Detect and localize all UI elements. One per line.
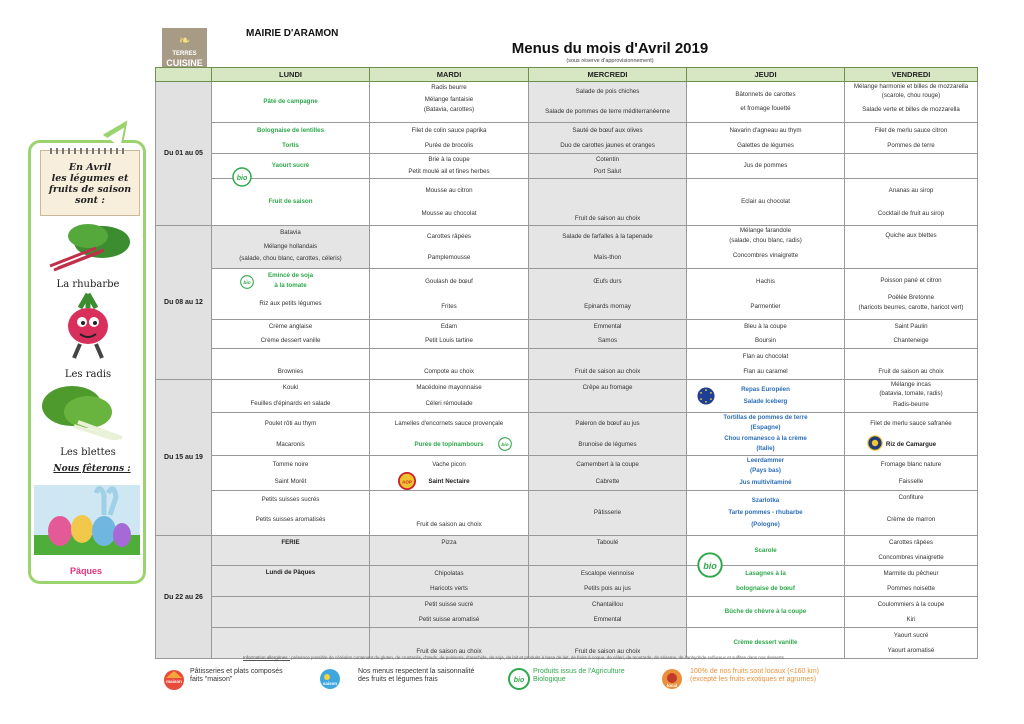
menu-item: Bleu à la coupe	[744, 323, 787, 330]
svg-text:bio: bio	[243, 281, 251, 287]
menu-item: bolognaise de bœuf	[736, 585, 795, 592]
legend-local	[690, 668, 819, 684]
menu-item: Cotentin	[595, 156, 620, 163]
menu-item: Salade Iceberg	[743, 398, 788, 405]
menu-item: Emincé de soja	[267, 272, 314, 279]
aop-label-icon	[398, 472, 416, 490]
menu-cell	[212, 269, 370, 320]
menu-cell	[687, 123, 845, 154]
menu-item: Pommes de terre	[887, 142, 935, 149]
page-subtitle: (sous réserve d'approvisionnement)	[566, 58, 654, 64]
menu-cell	[845, 628, 978, 659]
menu-item: Petit suisse sucré	[424, 601, 474, 608]
menu-item: Petits suisses aromatisés	[255, 516, 326, 523]
svg-text:bio: bio	[501, 443, 509, 449]
calendar-line-2: les légumes et	[51, 173, 129, 184]
veg-label-radis: Les radis	[64, 369, 112, 380]
menu-item: Tomme noire	[272, 461, 309, 468]
menu-item: Navarin d'agneau au thym	[729, 127, 802, 134]
bio-leaf-icon	[697, 552, 723, 578]
menu-cell	[370, 536, 529, 566]
svg-text:maison: maison	[166, 679, 182, 684]
menu-item: Tarte pommes - rhubarbe	[728, 509, 803, 516]
menu-item: Poisson pané et citron	[880, 277, 942, 284]
menu-item: Repas Européen	[741, 386, 790, 393]
menu-item: Compote au choix	[424, 368, 474, 375]
menu-cell	[529, 82, 687, 123]
menu-item: Petits pois au jus	[584, 585, 631, 592]
menu-cell	[529, 154, 687, 179]
menu-item: Brie à la coupe	[428, 156, 470, 163]
menu-cell	[845, 226, 978, 269]
menu-cell	[529, 456, 687, 491]
menu-cell	[212, 597, 370, 628]
menu-item: Samos	[597, 337, 618, 344]
easter-eggs-icon	[34, 485, 140, 555]
igp-label-icon	[867, 435, 883, 451]
bird-icon: ❧	[178, 32, 191, 48]
svg-text:bio: bio	[236, 175, 248, 182]
menu-item: Fruit de saison au choix	[416, 521, 482, 528]
calendar-text	[44, 162, 136, 206]
menu-cell	[529, 123, 687, 154]
menu-cell	[687, 226, 845, 269]
legend-text: Nos menus respectent la saisonnalité	[358, 668, 475, 675]
week-label: Du 22 au 26	[156, 536, 212, 659]
menu-item: Marmite du pêcheur	[883, 570, 939, 577]
allergen-info	[243, 655, 785, 660]
menu-item: Concombres vinaigrette	[732, 252, 799, 259]
menu-item: Petit suisse aromatisé	[418, 616, 480, 623]
rhubarb-icon	[44, 222, 132, 272]
menu-cell	[212, 349, 370, 380]
menu-item: Filet de merlu sauce safranée	[870, 420, 952, 427]
feterons-label: Nous fêterons :	[53, 464, 131, 474]
menu-item: Mélange hollandais	[263, 243, 318, 250]
menu-item: Eclair au chocolat	[741, 198, 790, 205]
menu-item: Port Salut	[593, 168, 622, 175]
menu-cell	[845, 179, 978, 226]
menu-item: Tortillas de pommes de terre	[723, 414, 808, 421]
calendar-line-4: sont :	[75, 195, 105, 206]
menu-item: Scarole	[754, 547, 777, 554]
menu-item: Jus de pommes	[743, 162, 788, 169]
menu-item: Filet de merlu sauce citron	[874, 127, 948, 134]
veg-label-rhubarbe: La rhubarbe	[56, 279, 120, 290]
menu-item: Haricots verts	[430, 585, 468, 592]
allergen-info-label: Information allergènes :	[243, 655, 291, 660]
week-label: Du 15 au 19	[156, 380, 212, 536]
chard-icon	[38, 382, 126, 440]
menu-item: Filet de colin sauce paprika	[411, 127, 487, 134]
menu-item: Petits suisses sucrés	[261, 496, 320, 503]
menu-item: Epinards mornay	[584, 303, 631, 310]
menu-item: Pizza	[441, 539, 457, 546]
legend-text: 100% de nos fruits sont locaux (<160 km)	[690, 668, 819, 675]
menu-item: Fruit de saison au choix	[574, 215, 641, 222]
maison-icon	[163, 668, 185, 690]
menu-item: Saint Paulin	[894, 323, 928, 330]
menu-cell	[212, 82, 370, 123]
veg-label-blettes: Les blettes	[60, 447, 116, 458]
menu-cell	[687, 269, 845, 320]
menu-item: Fruit de saison au choix	[574, 368, 641, 375]
menu-cell	[529, 320, 687, 349]
menu-cell	[370, 456, 529, 491]
menu-cell	[845, 123, 978, 154]
menu-cell	[370, 566, 529, 597]
menu-cell	[212, 566, 370, 597]
menu-item: Tortis	[282, 142, 299, 149]
menu-item: Parmentier	[750, 303, 781, 310]
menu-item: (Batavia, carottes)	[423, 105, 475, 113]
menu-cell	[529, 597, 687, 628]
menu-cell	[529, 179, 687, 226]
menu-cell	[529, 566, 687, 597]
menu-cell	[687, 560, 845, 597]
svg-text:local: local	[666, 683, 678, 688]
menu-item: Escalope viennoise	[580, 570, 635, 577]
menu-item: Cabrette	[595, 478, 620, 485]
menu-item: Lasagnes à la	[745, 570, 786, 577]
menu-cell	[370, 82, 529, 123]
menu-item: Jus multivitaminé	[739, 479, 792, 486]
menu-cell	[529, 349, 687, 380]
menu-item: Fruit de saison	[268, 198, 313, 205]
svg-text:saison: saison	[322, 681, 338, 686]
menu-item: Salade de pois chiches	[575, 88, 640, 95]
eu-flag-icon	[697, 387, 715, 405]
menu-item: (Pologne)	[751, 521, 780, 528]
menu-item: (Espagne)	[750, 424, 781, 431]
svg-text:bio: bio	[703, 560, 717, 571]
menu-item: Feuilles d'épinards en salade	[250, 400, 331, 407]
menu-item: Maïs-thon	[593, 254, 622, 261]
menu-cell	[687, 491, 845, 536]
menu-cell	[687, 179, 845, 226]
menu-cell	[687, 320, 845, 349]
menu-cell	[845, 349, 978, 380]
menu-item: Céleri rémoulade	[425, 400, 473, 407]
svg-text:AOP: AOP	[402, 479, 412, 485]
menu-item: Kouki	[282, 384, 299, 391]
menu-item: Crème dessert vanille	[260, 337, 321, 344]
menu-item: Chantaillou	[592, 601, 623, 608]
menu-item: Edam	[440, 323, 458, 330]
menu-item: Flan au caramel	[743, 368, 788, 375]
menu-cell	[370, 349, 529, 380]
menu-item: Petit Louis tartine	[425, 337, 473, 344]
menu-cell	[370, 380, 529, 413]
bio-leaf-icon	[240, 275, 254, 289]
week-label: Du 08 au 12	[156, 226, 212, 380]
menu-cell	[529, 536, 687, 566]
menu-item: Mousse au chocolat	[421, 210, 477, 217]
logo-text-bottom: CUISINE	[166, 58, 203, 68]
menu-item: Camembert à la coupe	[576, 461, 639, 468]
legend-bio	[533, 668, 625, 684]
menu-cell	[529, 226, 687, 269]
menu-item: Hachis	[756, 278, 775, 285]
menu-cell	[370, 226, 529, 269]
menu-item: Batavia	[280, 229, 301, 236]
menu-cell	[529, 380, 687, 413]
menu-item: (salade, chou blanc, carottes, céleris)	[239, 255, 342, 262]
menu-item: Brunoise de légumes	[578, 441, 637, 448]
menu-item: Purée de brocolis	[424, 142, 474, 149]
menu-cell	[845, 456, 978, 491]
legend-text: faits "maison"	[190, 676, 233, 683]
menu-item: Mélange harmonie et billes de mozzarella	[853, 83, 969, 90]
svg-text:bio: bio	[513, 677, 525, 684]
menu-cell	[529, 491, 687, 536]
menu-item: Quiche aux blettes	[885, 232, 937, 239]
menu-item: Crème dessert vanille	[733, 639, 798, 646]
menu-cell	[212, 456, 370, 491]
legend-saison	[358, 668, 474, 684]
menu-item: Fruit de saison au choix	[416, 648, 482, 655]
menu-item: Mélange fantaisie	[424, 95, 474, 103]
menu-cell	[212, 175, 370, 226]
menu-item: Pamplemousse	[427, 254, 471, 261]
menu-cell	[845, 491, 978, 536]
menu-item: Saint Morêt	[274, 478, 307, 485]
menu-cell	[687, 413, 845, 456]
menu-item: Flan au chocolat	[742, 353, 789, 360]
menu-cell	[212, 413, 370, 456]
menu-cell	[370, 628, 529, 659]
legend-text: (excepté les fruits exotiques et agrumes)	[690, 676, 817, 683]
menu-item: Lamelles d'encornets sauce provençale	[394, 420, 504, 427]
day-header-lundi: LUNDI	[212, 68, 370, 82]
menu-item: Riz de Camargue	[885, 441, 937, 448]
menu-item: Poulet rôti au thym	[264, 420, 317, 427]
menu-cell	[370, 491, 529, 536]
menu-cell	[845, 82, 978, 123]
day-header-mardi: MARDI	[370, 68, 529, 82]
menu-cell	[370, 269, 529, 320]
mairie-label: MAIRIE D'ARAMON	[246, 28, 339, 39]
menu-item: (haricots beurres, carotte, haricot vert)	[858, 304, 964, 311]
menu-item: Poêlée Bretonne	[887, 294, 935, 301]
menu-cell	[687, 380, 845, 413]
menu-item: Vache picon	[432, 461, 466, 468]
menu-cell	[212, 380, 370, 413]
menu-item: Frites	[441, 303, 457, 310]
bio-icon	[508, 668, 530, 690]
day-header-jeudi: JEUDI	[687, 68, 845, 82]
menu-item: Pâtisserie	[593, 509, 622, 516]
legend-text: Pâtisseries et plats composés	[190, 668, 283, 675]
logo-text-top: TERRES	[172, 51, 197, 57]
menu-item: Macédoine mayonnaise	[416, 384, 482, 391]
menu-item: Carottes râpées	[888, 539, 934, 546]
menu-item: Cocktail de fruit au sirop	[877, 210, 945, 217]
menu-cell	[687, 82, 845, 123]
menu-cell	[845, 413, 978, 456]
menu-item: Boursin	[755, 337, 776, 344]
page-title: Menus du mois d'Avril 2019	[511, 40, 709, 57]
menu-item: Duo de carottes jaunes et oranges	[560, 142, 655, 149]
menu-item: Fromage blanc nature	[880, 461, 942, 468]
menu-item: Kiri	[906, 616, 916, 623]
menu-item: Pommes noisette	[887, 585, 935, 592]
menu-cell	[529, 628, 687, 659]
menu-cell	[687, 349, 845, 380]
menu-item: Paleron de bœuf au jus	[575, 420, 640, 427]
paques-label: Pâques	[69, 566, 102, 576]
menu-item: Ananas au sirop	[888, 187, 934, 194]
menu-cell	[845, 597, 978, 628]
legend-text: des fruits et légumes frais	[358, 676, 438, 683]
menu-item: Galettes de légumes	[737, 142, 794, 149]
radish-icon	[58, 290, 118, 362]
menu-item: Yaourt aromatisé	[887, 647, 935, 654]
menu-item: Faisselle	[898, 478, 924, 485]
menu-cell	[370, 123, 529, 154]
menu-item: (Pays bas)	[750, 467, 781, 474]
menu-item: Mélange incas	[891, 381, 931, 388]
menu-item: Mélange farandole	[739, 227, 792, 234]
menu-item: Crème anglaise	[268, 323, 313, 330]
menu-cell	[687, 597, 845, 628]
menu-cell	[845, 536, 978, 566]
menu-cell	[687, 628, 845, 659]
menu-item: Bûche de chèvre à la coupe	[724, 608, 807, 615]
menu-item: FERIE	[281, 539, 300, 546]
menu-cell	[529, 269, 687, 320]
menu-item: et fromage fouetté	[740, 105, 791, 112]
menu-item: Leerdammer	[746, 457, 785, 464]
menu-item: Fruit de saison au choix	[574, 648, 641, 655]
day-header-vendredi: VENDREDI	[845, 68, 978, 82]
menu-cell	[845, 154, 978, 179]
menu-item: (scarole, chou rouge)	[881, 92, 941, 99]
menu-item: Concombres vinaigrette	[878, 554, 944, 561]
legend-maison	[190, 668, 283, 684]
saison-icon	[319, 668, 341, 690]
menu-cell	[370, 320, 529, 349]
menu-cell	[845, 269, 978, 320]
menu-table	[155, 67, 978, 659]
local-icon	[661, 668, 683, 690]
menu-cell	[845, 566, 978, 597]
menu-item: Œufs durs	[593, 278, 622, 285]
menu-item: Taboulé	[596, 539, 619, 546]
calendar-line-3: fruits de saison	[48, 184, 132, 195]
menu-item: Yaourt sucré	[893, 632, 929, 639]
menu-item: Emmental	[593, 323, 622, 330]
menu-cell	[370, 154, 529, 179]
menu-item: Crème de marron	[886, 516, 936, 523]
menu-cell	[212, 536, 370, 566]
menu-item: Coulommiers à la coupe	[877, 601, 945, 608]
menu-cell	[845, 380, 978, 413]
menu-item: Szarlotka	[751, 497, 780, 504]
menu-item: Yaourt sucré	[271, 162, 310, 169]
menu-item: Macaronis	[276, 441, 305, 448]
menu-cell	[212, 628, 370, 659]
menu-cell	[370, 179, 529, 226]
menu-item: Bolognaise de lentilles	[256, 127, 325, 134]
menu-item: (Italie)	[756, 445, 775, 452]
menu-item: Mousse au citron	[425, 187, 473, 194]
menu-cell	[687, 154, 845, 179]
menu-item: Chou romanesco à la crème	[724, 435, 807, 442]
menu-item: Saint Nectaire	[428, 478, 470, 485]
menu-item: Lundi de Pâques	[265, 569, 316, 576]
menu-cell	[212, 320, 370, 349]
menu-item: Pâté de campagne	[263, 98, 318, 105]
menu-item: Chanteneige	[893, 337, 929, 344]
legend-text: Produits issus de l'Agriculture	[533, 668, 625, 675]
corner-cell	[156, 68, 212, 82]
menu-item: Salade verte et billes de mozzarella	[862, 106, 960, 113]
menu-item: Carottes râpées	[426, 233, 472, 240]
legend-text: Biologique	[533, 676, 566, 683]
allergen-info-text: présence possible de céréales contenant du gluten, de crustacés, d'œufs, de poissons, d'arachide, de soja, de lait et produits à base de lait, de fruits à coque, de céleri, de moutarde, de sésame, de l'anhydride sulfureux et sulfites dans nos desserts.	[290, 655, 786, 660]
menu-item: (batavia, tomate, radis)	[879, 390, 943, 397]
menu-item: Salade de farfalles à la tapenade	[562, 233, 653, 240]
week-label: Du 01 au 05	[156, 82, 212, 226]
menu-cell	[212, 226, 370, 269]
menu-item: Salade de pommes de terre méditerranéenne	[545, 108, 670, 115]
menu-item: Radis beurre	[431, 84, 467, 91]
menu-item: Bâtonnets de carottes	[735, 91, 796, 98]
menu-cell	[212, 491, 370, 536]
menu-item: Riz aux petits légumes	[259, 300, 322, 307]
menu-item: Radis-beurre	[893, 401, 929, 408]
menu-item: à la tomate	[274, 282, 307, 289]
day-header-mercredi: MERCREDI	[529, 68, 687, 82]
menu-cell	[845, 320, 978, 349]
menu-item: Fruit de saison au choix	[878, 368, 944, 375]
menu-item: Crêpe au fromage	[582, 384, 633, 391]
menu-item: Chipolatas	[434, 570, 464, 577]
menu-cell	[687, 456, 845, 491]
menu-item: Brownies	[277, 368, 304, 375]
menu-cell	[212, 123, 370, 154]
bio-leaf-icon	[498, 437, 512, 451]
menu-item: Emmental	[593, 616, 622, 623]
menu-item: (salade, chou blanc, radis)	[729, 237, 802, 244]
menu-item: Sauté de bœuf aux olives	[572, 127, 643, 134]
menu-cell	[529, 413, 687, 456]
menu-cell	[370, 597, 529, 628]
menu-item: Confiture	[898, 494, 924, 501]
bio-leaf-icon	[232, 167, 252, 187]
menu-cell	[370, 413, 529, 456]
menu-item: Purée de topinambours	[414, 441, 484, 448]
menu-item: Goulash de bœuf	[425, 278, 473, 285]
menu-item: Petit moulé ail et fines herbes	[408, 168, 490, 175]
calendar-line-1: En Avril	[68, 162, 112, 173]
calendar-rings	[50, 148, 128, 154]
